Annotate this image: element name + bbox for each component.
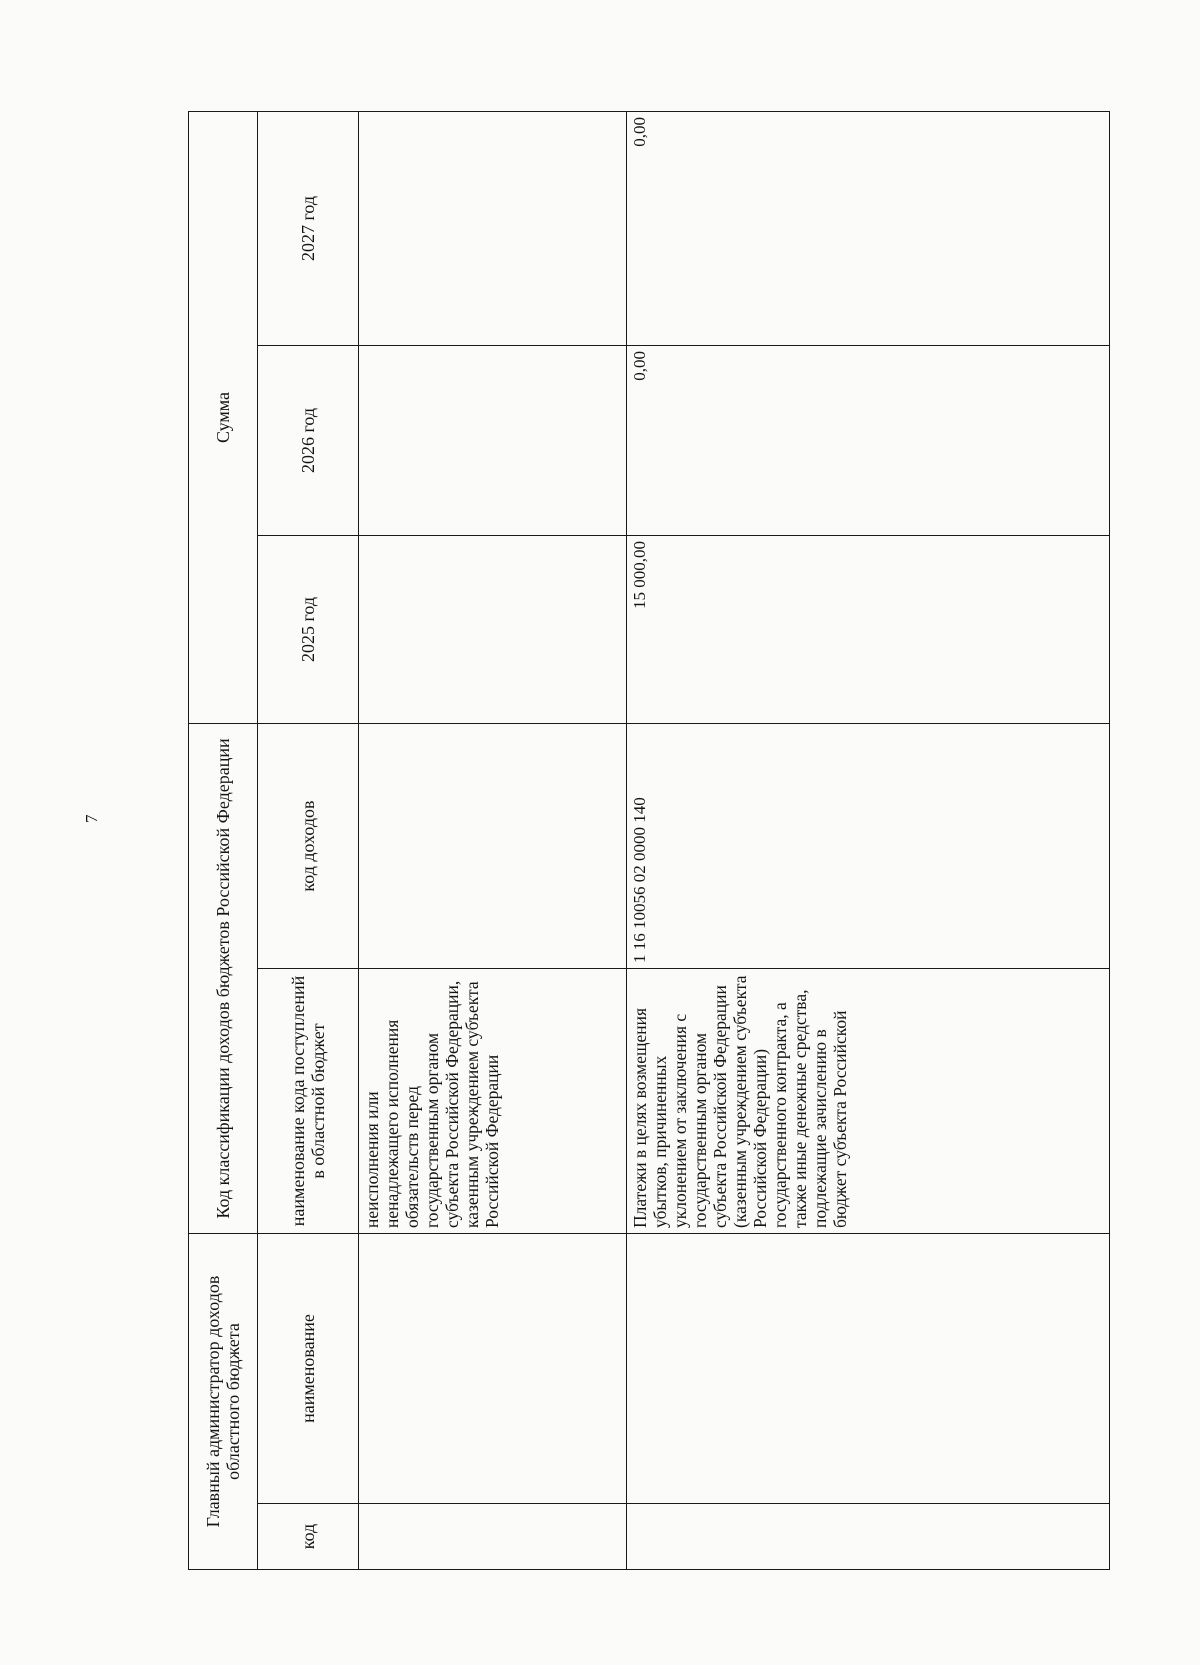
admin-name-cell [359,1234,627,1504]
year-2026-header: 2026 год [258,346,359,536]
amount-group-header: Сумма [189,112,258,724]
table-row [627,112,1110,1570]
year-2025-cell: 15 000,00 [627,536,1110,724]
admin-name-header: наименование [258,1234,359,1504]
income-name-header: наименование кода поступлений в областной бюджет [258,969,359,1234]
column-header-row [258,112,359,1570]
classification-group-header: Код классификации доходов бюджетов Российской Федерации [189,724,258,1234]
year-2027-header: 2027 год [258,112,359,346]
year-2026-cell: 0,00 [627,346,1110,536]
income-code-cell [359,724,627,969]
income-code-header: код доходов [258,724,359,969]
administrator-group-header: Главный администратор доходов областного бюджета [189,1234,258,1570]
income-name-cell: неисполнения или ненадлежащего исполнения обязательств перед государственным органом субъекта Российской Федерации, казенным учреждением субъекта Российской Федерации [359,969,627,1234]
year-2027-cell: 0,00 [627,112,1110,346]
year-2027-cell [359,112,627,346]
page-number: 7 [82,814,101,823]
admin-code-header: код [258,1504,359,1570]
year-2025-header: 2025 год [258,536,359,724]
admin-code-cell [359,1504,627,1570]
table-row [359,112,627,1570]
year-2026-cell [359,346,627,536]
admin-name-cell [627,1234,1110,1504]
income-name-cell: Платежи в целях возмещения убытков, причиненных уклонением от заключения с государственным органом субъекта Российской Федерации (казенным учреждением субъекта Российской Федерации) государственного контракта, а также иные денежные средства, подлежащие зачислению в бюджет субъекта Российской [627,969,1110,1234]
admin-code-cell [627,1504,1110,1570]
budget-table-container [188,112,1110,1570]
budget-revenue-table [188,111,1110,1570]
year-2025-cell [359,536,627,724]
income-code-cell: 1 16 10056 02 0000 140 [627,724,1110,969]
group-header-row [189,112,258,1570]
